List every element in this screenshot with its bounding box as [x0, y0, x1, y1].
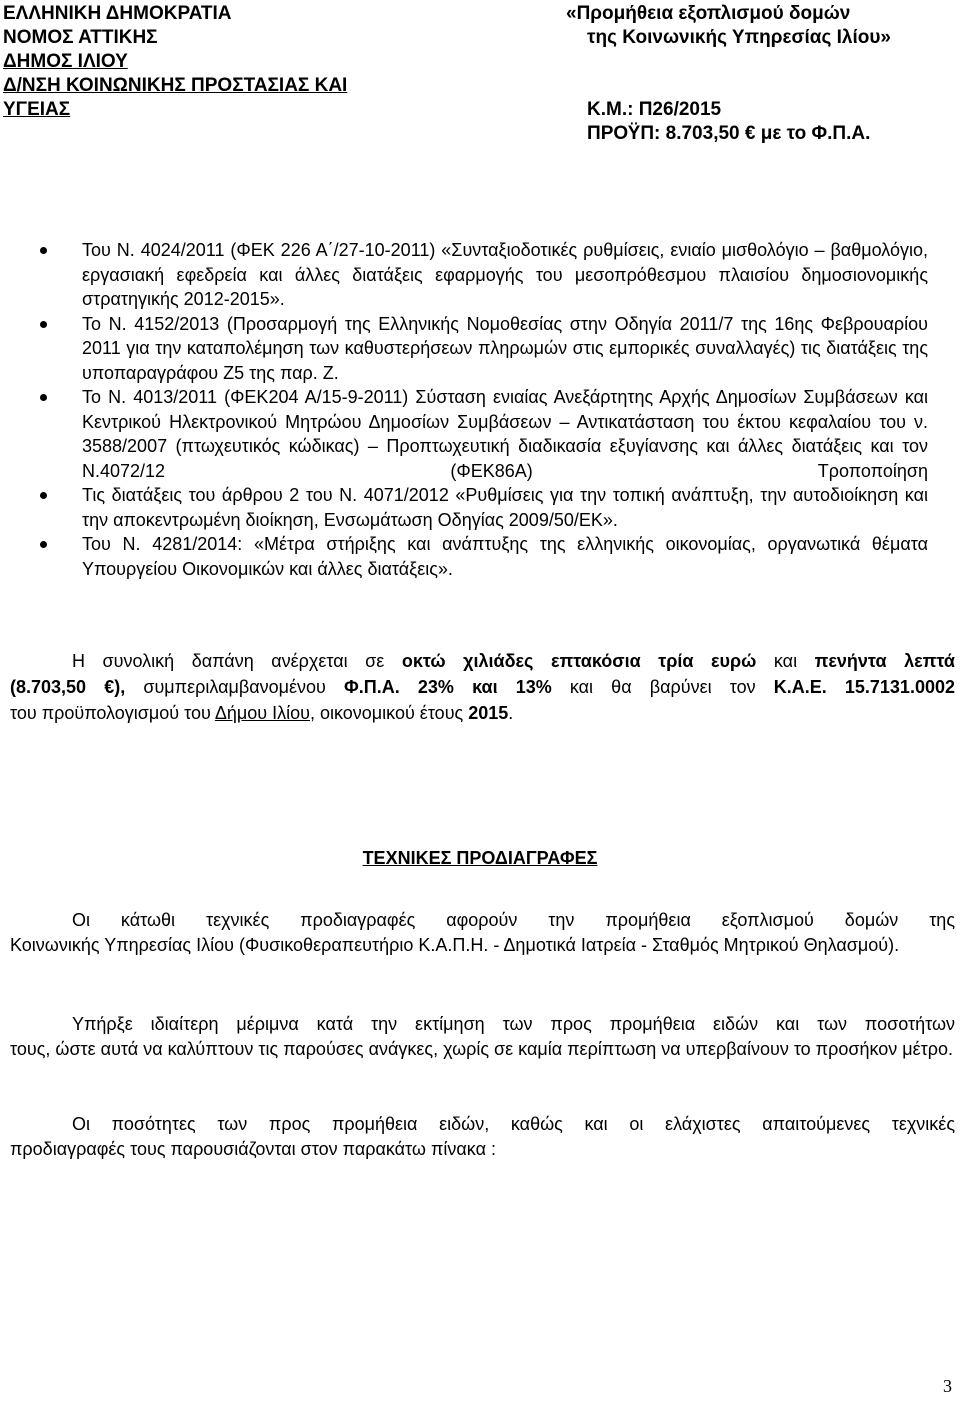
bullet-icon [40, 492, 47, 499]
list-item: Του Ν. 4281/2014: «Μέτρα στήριξης και ανάπτυξης της ελληνικής οικονομίας, οργανωτικά θέματα Υπουργείου Οικονομικών και άλλες διατάξεις». [0, 532, 960, 581]
project-budget: ΠΡΟΫΠ: 8.703,50 € με το Φ.Π.Α. [587, 123, 871, 144]
header-left-line-3: ΔΗΜΟΣ ΙΛΙΟΥ [3, 51, 128, 72]
project-title-line-2: της Κοινωνικής Υπηρεσίας Ιλίου» [587, 27, 891, 48]
project-code: Κ.Μ.: Π26/2015 [587, 99, 722, 120]
bullet-icon [40, 394, 47, 401]
section-title: ΤΕΧΝΙΚΕΣ ΠΡΟΔΙΑΓΡΑΦΕΣ [362, 848, 598, 868]
project-title-line-1: «Προμήθεια εξοπλισμού δομών [566, 3, 851, 24]
bullet-icon [40, 541, 47, 548]
header-left-line-5: ΥΓΕΙΑΣ [3, 99, 71, 120]
page-number: 3 [943, 1376, 952, 1396]
list-item: Του Ν. 4024/2011 (ΦΕΚ 226 Α΄/27-10-2011) «Συνταξιοδοτικές ρυθμίσεις, ενιαίο μισθολόγιο – βαθμολόγιο, εργασιακή εφεδρεία και άλλες διατάξεις εφαρμογής του μεσοπρόθεσμου πλαισίου δημοσιονομικής στρατηγικής 2012-2015». [0, 238, 960, 312]
bullet-icon [40, 321, 47, 328]
specs-paragraph-1: Οι κάτωθι τεχνικές προδιαγραφές αφορούν την προμήθεια εξοπλισμού δομών της Κοινωνικής Υπηρεσίας Ιλίου (Φυσικοθεραπευτήριο Κ.Α.Π.Η. - Δημοτικά Ιατρεία - Σταθμός Μητρικού Θηλασμού). [10, 910, 955, 955]
legal-basis-list [0, 238, 960, 581]
header-left-line-2: ΝΟΜΟΣ ΑΤΤΙΚΗΣ [3, 27, 158, 48]
bullet-icon [40, 247, 47, 254]
header-left-line-1: ΕΛΛΗΝΙΚΗ ΔΗΜΟΚΡΑΤΙΑ [3, 3, 232, 24]
list-item: Τις διατάξεις του άρθρου 2 του Ν. 4071/2012 «Ρυθμίσεις για την τοπική ανάπτυξη, την αυτοδιοίκηση και την αποκεντρωμένη διοίκηση, Ενσωμάτωση Οδηγίας 2009/50/ΕΚ». [0, 483, 960, 532]
cost-paragraph: Η συνολική δαπάνη ανέρχεται σε οκτώ χιλιάδες επτακόσια τρία ευρώ και πενήντα λεπτά (8.703,50 €), συμπεριλαμβανομένου Φ.Π.Α. 23% και 13% και θα βαρύνει τον Κ.Α.Ε. 15.7131.0002 του προϋπολογισμού του Δήμου Ιλίου, οικονομικού έτους 2015. [10, 651, 955, 723]
specs-paragraph-3: Οι ποσότητες των προς προμήθεια ειδών, καθώς και οι ελάχιστες απαιτούμενες τεχνικές προδιαγραφές τους παρουσιάζονται στον παρακάτω πίνακα : [10, 1114, 955, 1159]
list-item: Το Ν. 4152/2013 (Προσαρμογή της Ελληνικής Νομοθεσίας στην Οδηγία 2011/7 της 16ης Φεβρουαρίου 2011 για την καταπολέμηση των καθυστερήσεων πληρωμών στις εμπορικές συναλλαγές) τις διατάξεις της υποπαραγράφου Ζ5 της παρ. Ζ. [0, 312, 960, 386]
header-left-line-4: Δ/ΝΣΗ ΚΟΙΝΩΝΙΚΗΣ ΠΡΟΣΤΑΣΙΑΣ ΚΑΙ [3, 75, 348, 96]
list-item: Το Ν. 4013/2011 (ΦΕΚ204 Α/15-9-2011) Σύσταση ενιαίας Ανεξάρτητης Αρχής Δημοσίων Συμβάσεων και Κεντρικού Ηλεκτρονικού Μητρώου Δημοσίων Συμβάσεων – Αντικατάσταση του έκτου κεφαλαίου του ν. 3588/2007 (πτωχευτικός κώδικας) – Προπτωχευτική διαδικασία εξυγίανσης και άλλες διατάξεις και τον Ν.4072/12 (ΦΕΚ86Α) Τροποποίηση [0, 385, 960, 483]
specs-paragraph-2: Υπήρξε ιδιαίτερη μέριμνα κατά την εκτίμηση των προς προμήθεια ειδών και των ποσοτήτων τους, ώστε αυτά να καλύπτουν τις παρούσες ανάγκες, χωρίς σε καμία περίπτωση να υπερβαίνουν το προσήκον μέτρο. [10, 1014, 955, 1059]
